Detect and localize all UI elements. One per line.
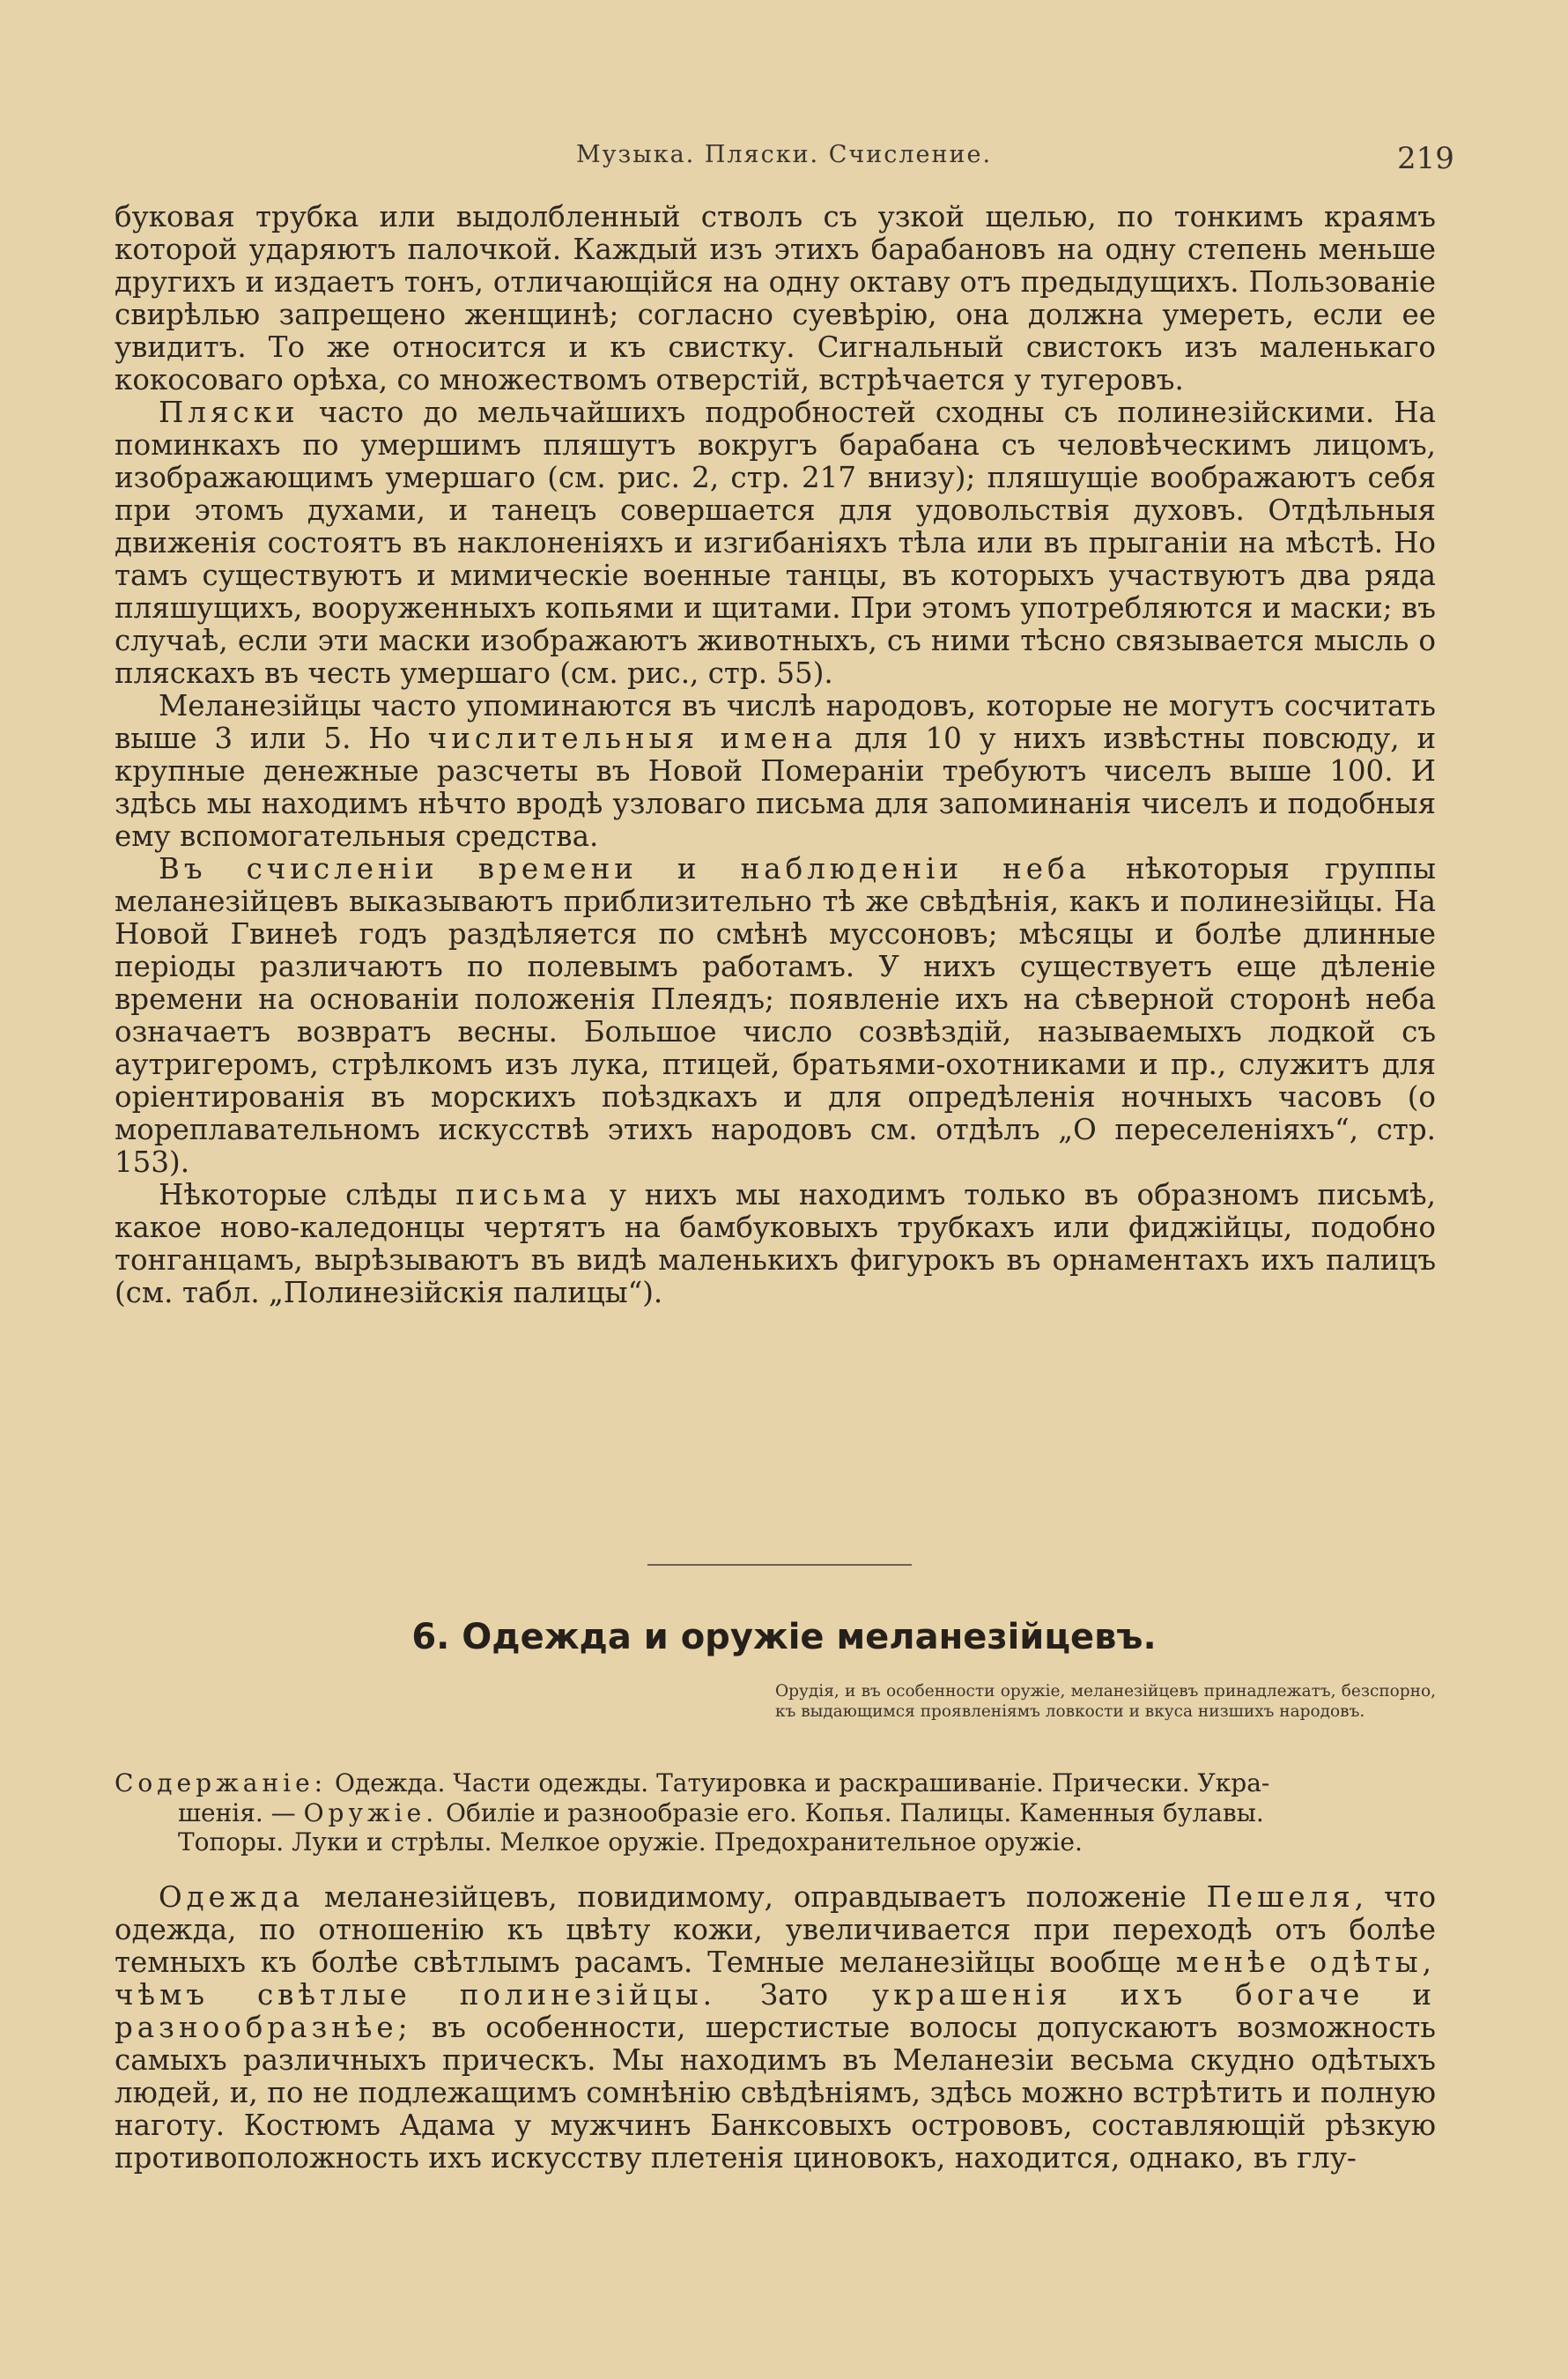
paragraph-dances-text: часто до мельчайшихъ подробностей сходны съ полинезійскими. На поминкахъ по умершимъ пляшутъ вокругъ барабана съ человѣческимъ лицомъ, изображающимъ умершаго (см. рис. 2, стр. 217 внизу); пляшущіе воображаютъ себя при этомъ духами, и танецъ совершается для удовольствія духовъ. Отдѣльныя движенія состоятъ въ наклоненіяхъ и изгибаніяхъ тѣла или въ прыганіи на мѣстѣ. Но тамъ существуютъ и мимическіе военные танцы, въ которыхъ участвуютъ два ряда пляшущихъ, вооруженныхъ копьями и щитами. При этомъ употребляются и маски; въ случаѣ, если эти маски изображаютъ животныхъ, съ ними тѣсно связывается мысль о пляскахъ въ честь умершаго (см. рис., стр. 55). xyxy=(115,396,1436,690)
section-heading: 6. Одежда и оружіе меланезійцевъ. xyxy=(411,1617,1157,1657)
page-number: 219 xyxy=(1397,141,1454,176)
paragraph-writing xyxy=(115,1179,1436,1309)
paragraph-numbers-text-b: для 10 у нихъ извѣстны повсюду, и крупные денежные разсчеты въ Новой Помераніи требуютъ чиселъ выше 100. И здѣсь мы находимъ нѣчто вродѣ узловаго письма для запоминанія чиселъ и подобныя ему вспомогательныя средства. xyxy=(115,722,1436,853)
keyword-numerals: числительныя имена xyxy=(427,722,837,755)
paragraph-1: буковая трубка или выдолбленный стволъ съ узкой щелью, по тонкимъ краямъ которой ударяютъ палочкой. Каждый изъ этихъ барабановъ на одну степень меньше другихъ и издаетъ тонъ, отличающійся на одну октаву отъ предыдущихъ. Пользованіе свирѣлью запрещено женщинѣ; согласно суевѣрію, она должна умереть, если ее увидитъ. То же относится и къ свистку. Сигнальный свистокъ изъ маленькаго кокосоваго орѣха, со множествомъ отверстій, встрѣчается у тугеровъ. xyxy=(115,200,1436,396)
contents-line-2: шенія. — Оружіе. Обиліе и разнообразіе его. Копья. Палицы. Каменныя булавы. xyxy=(178,1797,1264,1827)
paragraph-dances xyxy=(115,396,1436,690)
paragraph-clothing: Одежда меланезійцевъ, повидимому, оправдываетъ положеніе Пешеля, что одежда, по отношенію къ цвѣту кожи, увеличивается при переходѣ отъ болѣе темныхъ къ болѣе свѣтлымъ расамъ. Темные меланезійцы вообще менѣе одѣты, чѣмъ свѣтлые полинезійцы. Зато украшенія ихъ богаче и разнообразнѣе; въ особенности, шерстистые волосы допускаютъ возможность самыхъ различныхъ прическъ. Мы находимъ въ Меланезіи весьма скудно одѣтыхъ людей, и, по не подлежащимъ сомнѣнію свѣдѣніямъ, здѣсь можно встрѣтить и полную наготу. Костюмъ Адама у мужчинъ Банксовыхъ острововъ, составляющій рѣзкую противоположность ихъ искусству плетенія циновокъ, находится, однако, въ глу- xyxy=(115,1880,1437,2175)
contents-line-3: Топоры. Луки и стрѣлы. Мелкое оружіе. Предохранительное оружіе. xyxy=(178,1827,1083,1857)
emphasis-less-clothed: менѣе одѣты, чѣмъ свѣтлые полинезійцы. xyxy=(115,1945,1436,2012)
paragraph-time-text: нѣкоторыя группы меланезійцевъ выказываютъ приблизительно тѣ же свѣдѣнія, какъ и полинезійцы. На Новой Гвинеѣ годъ раздѣляется по смѣнѣ муссоновъ; мѣсяцы и болѣе длинные періоды различаютъ по полевымъ работамъ. У нихъ существуетъ еще дѣленіе времени на основаніи положенія Плеядъ; появленіе ихъ на сѣверной сторонѣ неба означаетъ возвратъ весны. Большое число созвѣздій, называемыхъ лодкой съ аутригеромъ, стрѣлкомъ изъ лука, птицей, братьями-охотниками и пр., служитъ для оріентированія въ морскихъ поѣздкахъ и для опредѣленія ночныхъ часовъ (о мореплавательномъ искусствѣ этихъ народовъ см. отдѣлъ „О переселеніяхъ“, стр. 153). xyxy=(115,852,1436,1179)
keyword-peschel: Пешеля xyxy=(1206,1880,1355,1914)
keyword-time-reckoning: Въ счисленіи времени и наблюденіи неба xyxy=(159,852,1091,886)
paragraph-numbers xyxy=(115,690,1436,853)
keyword-dances: Пляски xyxy=(159,396,300,429)
section-divider xyxy=(647,1564,912,1566)
epigraph: Орудія, и въ особенности оружіе, меланезійцевъ принадлежатъ, безспорно, къ выдающимся проявленіямъ ловкости и вкуса низшихъ народовъ. xyxy=(775,1682,1436,1721)
paragraph-time xyxy=(115,853,1436,1179)
paragraph-writing-text-b: у нихъ мы находимъ только въ образномъ письмѣ, какое ново-каледонцы чертятъ на бамбуковыхъ трубкахъ или фиджійцы, подобно тонганцамъ, вырѣзываютъ въ видѣ маленькихъ фигурокъ въ орнаментахъ ихъ палицъ (см. табл. „Полинезійскія палицы“). xyxy=(115,1178,1436,1309)
running-head: Музыка. Пляски. Счисление. xyxy=(575,141,993,168)
paragraph-numbers-text-a: Меланезійцы часто упоминаются въ числѣ народовъ, которые не могутъ сосчитать выше 3 или 5. Но xyxy=(115,689,1436,755)
emphasis-ornaments: украшенія ихъ богаче и разнообразнѣе; xyxy=(115,1978,1436,2044)
section-contents xyxy=(115,1768,1436,1857)
section-body-text xyxy=(115,1881,1436,2175)
keyword-clothing: Одежда xyxy=(159,1880,305,1914)
paragraph-writing-text-a: Нѣкоторые слѣды xyxy=(159,1178,456,1212)
contents-label: Содержаніе: xyxy=(115,1768,328,1797)
body-text xyxy=(115,201,1436,1309)
contents-line-1: Содержаніе: Одежда. Части одежды. Татуировка и раскрашиваніе. Прически. Укра- xyxy=(115,1768,1270,1797)
keyword-writing: письма xyxy=(455,1178,592,1212)
keyword-weapons: Оружіе. xyxy=(303,1797,439,1827)
